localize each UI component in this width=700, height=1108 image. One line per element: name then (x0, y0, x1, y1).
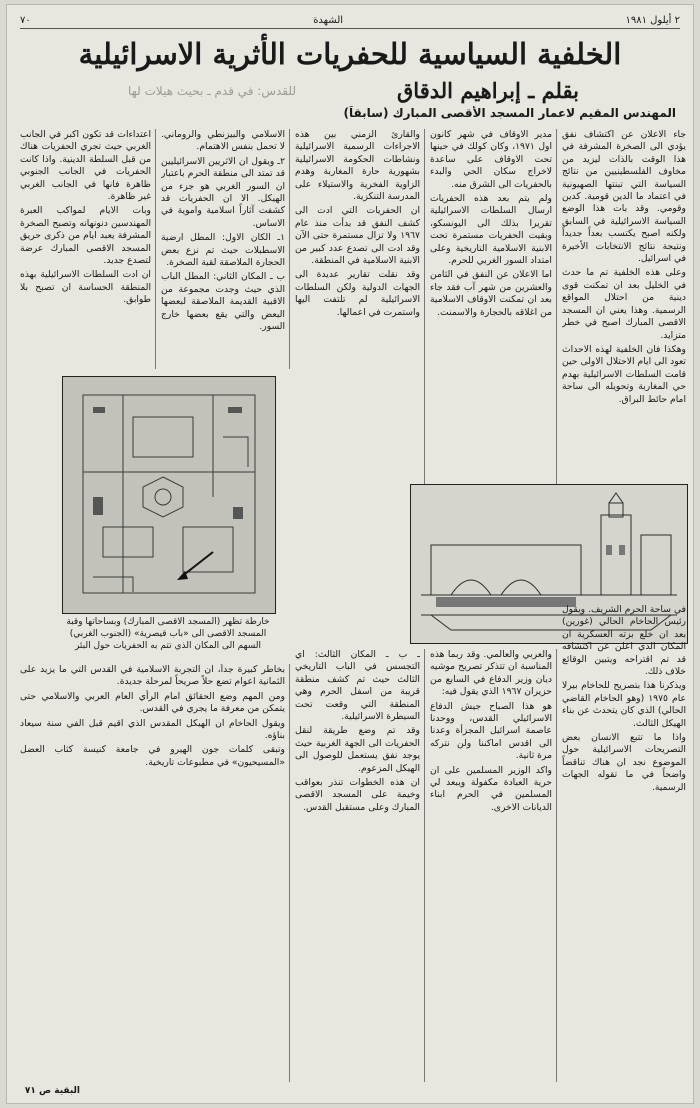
column-rule (424, 649, 425, 1082)
col3-para-1: والقارئ الزمني بين هذه الاجراءات الرسمية الاسرائيلية ونشاطات الحكومة الاسرائيلية بشهورية حارة المغاربة وهدم الزاوية الفخرية والاستيلاء على المدرسة التنكزية. (295, 129, 420, 203)
col4-para-3: ١ـ الكان الاول: المطل ارضية الاسطبلات حيث تم نزع بعض الحجارة الملاصقة لقبة الصخرة. (161, 232, 285, 269)
date-line: ٢ أيلول ١٩٨١ (625, 14, 680, 26)
lower-col1-para-2: ويذكرنا هذا بتصريح للحاخام بيرلا عام ١٩٧٥ (وهو الحاخام القاضي الحالي) الذي كان يتحدث عن بناء الهيكل الثالث. (562, 680, 686, 729)
lower-column-1 (562, 604, 686, 1082)
lower-col4-para-4: وتبقى كلمات جون الهيرو في جامعة كنيسة كثاب العضل «المسيحيون» في مطبوعات تاريخية. (20, 744, 285, 768)
author-title: المهندس المقيم لاعمار المسجد الأقصى المبارك (سابقاً) (343, 106, 676, 120)
col5-para-3: ان ادت السلطات الاسرائيلية بهذه المنطقة الحساسة ان تصبح بلا طوابق. (20, 269, 151, 306)
article-byline: بقلم ـ إبراهيم الدقاق (397, 78, 579, 103)
site-map-drawing (63, 377, 275, 613)
lower-col1-para-3: واذا ما تتبع الانسان بعض التصريحات الاسرائيلية حول الموضوع نجد ان هناك تناقضاً واضحاً في ما تقوله الجهات الرسمية. (562, 732, 686, 793)
col3-para-3: وقد نقلت تقارير عديدة الى الجهات الدولية ولكن السلطات الاسرائيلية لم تلتفت اليها واستمرت في اعمالها. (295, 269, 420, 318)
column-rule (155, 129, 156, 369)
column-rule (289, 129, 290, 369)
lower-col1-para-1: في ساحة الحرم الشريف. ويقول رئيس الحاخام الحالي (غورين) بعد ان خلع بزته العسكرية ان المكان الذي اعلن عن اكتشافه قد تم اقتراحه ويتبين الوقائع خلاف ذلك. (562, 604, 686, 678)
lower-column-4 (20, 664, 285, 1082)
lower-column-2 (430, 649, 552, 1082)
faint-background-text: للقدس: في قدم ـ بحيث هيلات لها (127, 84, 296, 98)
col3-para-2: ان الحفريات التي ادت الى كشف النفق قد بدأت منذ عام ١٩٦٧ ولا تزال مستمرة حتى الآن وقد ادت الى تصدع عدد كبير من الابنية الاسلامية في المنطقة. (295, 205, 420, 267)
col4-para-2: ٢ـ ويقول ان الاثريين الاسرائيليين قد تمتد الى منطقة الحرم باعتبار ان السور الغربي هو جزء من الهيكل. الا ان الحفريات قد كشفت آثاراً اسلامية واموية في الاساس. (161, 155, 285, 229)
running-header (20, 12, 680, 29)
col4-para-4: ب ـ المكان الثاني: المطل الباب الذي حيث وجدت مجموعة من الاقبية القديمة الملاصقة لبعضها البعض والتي يقع بعضها خارج السور. (161, 271, 285, 333)
col1-para-1: جاء الاعلان عن اكتشاف نفق يؤدي الى الصخرة المشرفة في هذا الوقت بالذات ليزيد من مخاوف الفلسطينيين من نتائج السياسة التي تبنتها الصهيونية في اعتماد ما الدين قومية. كدين وقومي. وقد بات هذا الوضع السياسة الاسرائيلية في السابق ولكنه اصبح يكتسب بعداً جديداً ونتيجة نتائج الانتخابات الأخيرة في اسرائيل. (562, 129, 686, 265)
map-caption: خارطة تظهر (المسجد الاقصى المبارك) وبساحاتها وقبة المسجد الاقصى الى «باب قيصرية» (الجنوب الغربي) السهم الى المكان الذي تتم به الحفريات حول البئر (66, 617, 270, 651)
lower-col3-para-1: ـ ب ـ المكان الثالث: اي التجسس في الباب التاريخي الثالث حيث تم كشف منطقة قريبة من اسفل الحرم وهي المنطقة التي وقعت تحت السيطرة الاسرائيلية. (295, 649, 420, 723)
column-3 (295, 129, 420, 484)
column-rule (289, 664, 290, 1082)
col1-para-3: وهكذا فان الخلفية لهذه الاحداث تعود الى ايام الاحتلال الاولى حين قامت السلطات الاسرائيلية بهدم حي المغاربة وتحويله الى ساحة امام حائط البراق. (562, 343, 686, 405)
column-2 (430, 129, 552, 484)
col5-para-1: اعتداءات قد تكون اكبر في الجانب الغربي حيث تجري الحفريات هناك من قبل السلطة الدينية. واذا كانت الحفريات في الجانب الجنوبي ظاهرة فانها في الجانب الغربي غير ظاهرة. (20, 129, 151, 203)
col2-para-2: ولم يتم بعد هذه الحفريات ارسال السلطات الاسرائيلية تقريرا بذلك الى اليونسكو، وبقيت الحفريات مستمرة تحت الابنية الاسلامية التاريخية وعلى امتداد السور الغربي للحرم. (430, 193, 552, 267)
col1-para-2: وعلى هذه الخلفية تم ما حدث في الخليل بعد ان تمكنت قوى دينية من احتلال المواقع الرسمية. وهذا يعني ان المسجد الاقصى المبارك اصبح في خطر متزايد. (562, 267, 686, 341)
lower-col2-para-1: والعربي والعالمي. وقد ربما هذه المناسبة ان تتذكر تصريح موشيه ديان وزير الدفاع في السابع من حزيران ١٩٦٧ الذي يقول فيه: (430, 649, 552, 698)
section-name: الشهدة (313, 14, 344, 26)
column-rule (424, 129, 425, 484)
col2-para-1: مدير الاوقاف في شهر كانون اول ١٩٧١، وكان كولك في حينها تحت الاوقاف على ساعدة لاخراج سكان الحي والبدء بالحفريات الى الشرق منه. (430, 129, 552, 190)
map-figure (62, 376, 276, 614)
lower-col3-para-2: وقد تم وضع طريقة لنقل الحفريات الى الجهة الغربية حيث يوجد نفق يستعمل للوصول الى الهيكل المزعوم. (295, 725, 420, 774)
column-5 (20, 129, 151, 369)
lower-col2-para-2: هو هذا الصباح جيش الدفاع الاسرائيلي القدس، ووحدنا عاصمة اسرائيل المجزأة وعدنا الى اقدس اماكننا ولن نتركه مرة ثانية. (430, 700, 552, 762)
col4-para-1: الاسلامي والبيزنطي والروماني. لا تحمل بنفس الاهتمام. (161, 129, 285, 153)
lower-col4-para-3: ويقول الحاخام ان الهيكل المقدس الذي اقيم قبل الفي سنة سيعاد بناؤه. (20, 717, 285, 742)
lower-col2-para-3: واكد الوزير المسلمين على ان حرية العبادة مكفولة ويبعد لي المسلمين في الحرم ابناء الديانات الاخرى. (430, 764, 552, 813)
column-rule (556, 649, 557, 1082)
article-headline: الخلفية السياسية للحفريات الأثرية الاسرائيلية (78, 37, 622, 71)
lower-col4-para-1: بخاطر كبيرة جداً، ان التجربة الاسلامية في القدس التي ما يزيد على الثمانية اعوام تضع حلاً صريحاً لمرحلة جديدة. (20, 664, 285, 688)
column-4 (161, 129, 285, 369)
lower-col3-para-3: ان هذه الخطوات تنذر بعواقب وخيمة على المسجد الاقصى المبارك وعلى مستقبل القدس. (295, 777, 420, 813)
newspaper-page (6, 4, 694, 1104)
col5-para-2: وبات الايام لمواكب العبرة المهندسين دنونهانه وتصبح الصخرة المشرفة يعبد ايام من ذكرى حريق المسجد الاقصى المبارك عرضة لتصدع جديد. (20, 205, 151, 267)
lower-col4-para-2: ومن المهم وضع الحقائق امام الرأي العام العربي والاسلامي حتى يتمكن من معرفة ما يجري في القدس. (20, 690, 285, 715)
col2-para-3: اما الاعلان عن النفق في الثامن والعشرين من شهر آب فقد جاء بعد ان تمكنت الاوقاف الاسلامية من اغلاقه بالحجارة والاسمنت. (430, 269, 552, 318)
continued-note: البقية ص ٧١ (24, 1086, 80, 1096)
lower-column-3 (295, 649, 420, 1082)
page-number: ٧٠ (20, 14, 31, 26)
